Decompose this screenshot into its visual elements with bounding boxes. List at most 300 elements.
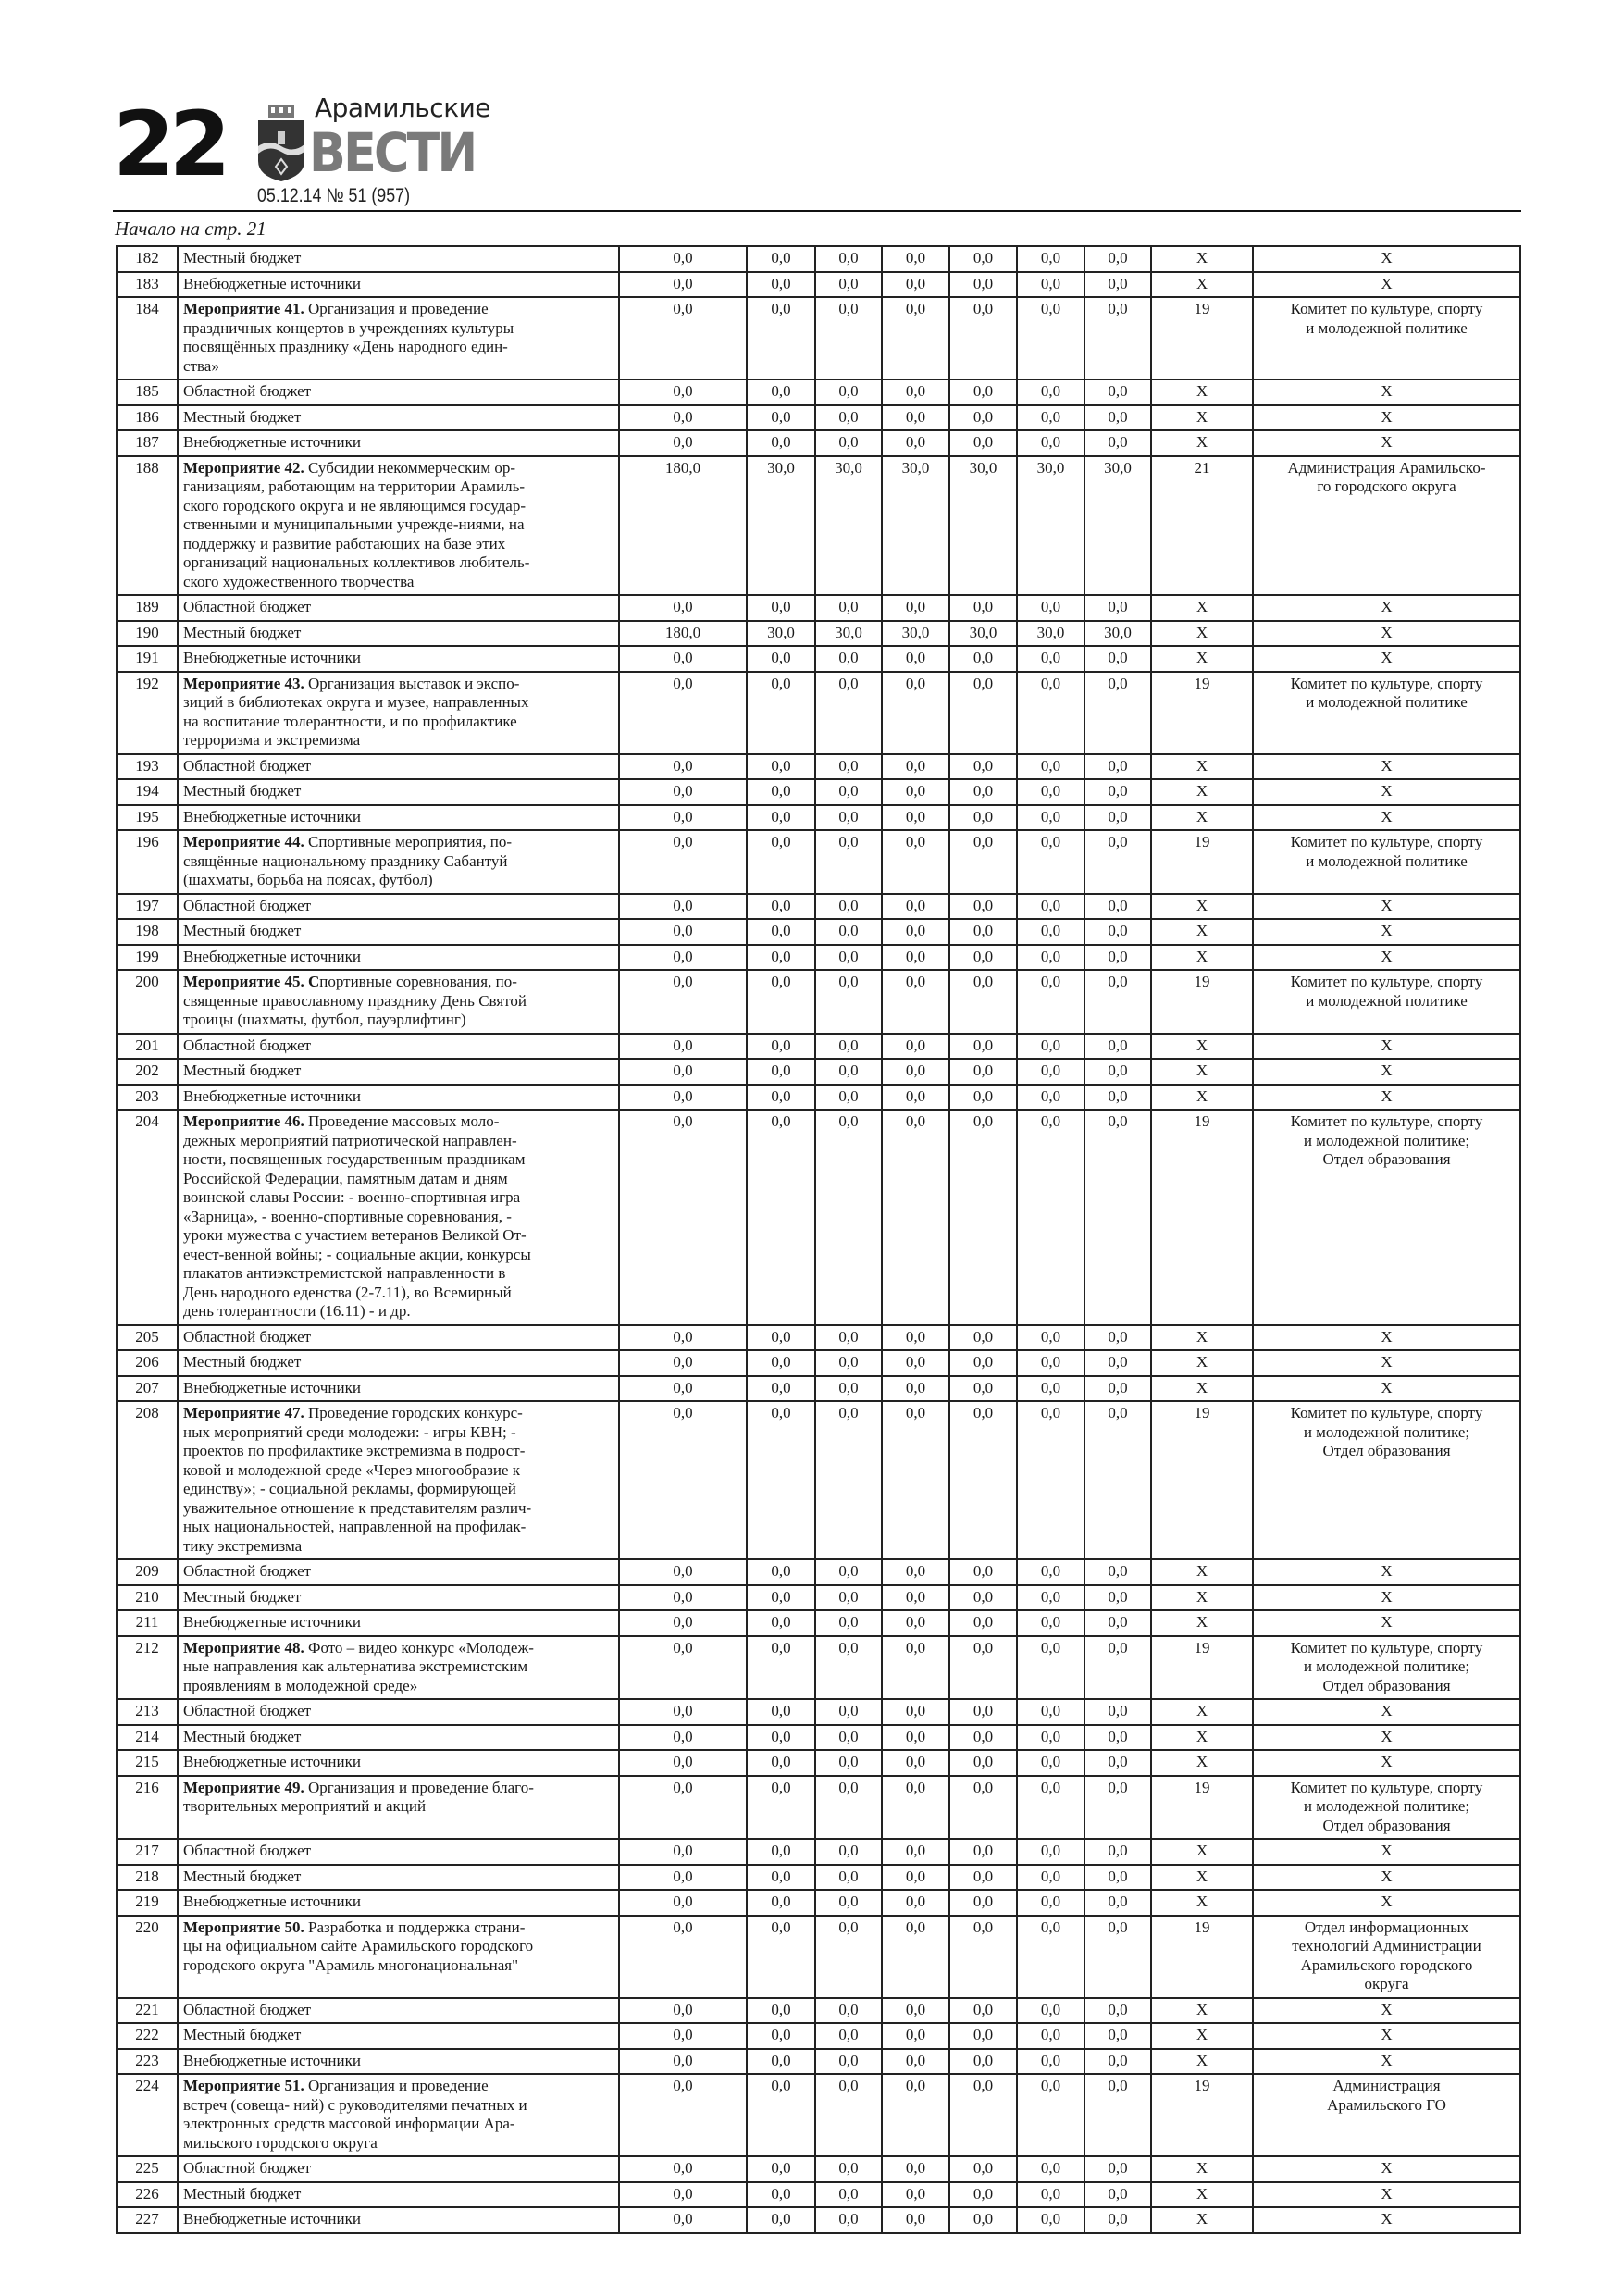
description-line: Областной бюджет: [183, 1702, 312, 1719]
amount-cell: 0,0: [747, 1325, 815, 1351]
amount-cell: 0,0: [949, 1725, 1017, 1751]
amount-cell: 0,0: [949, 1636, 1017, 1700]
row-number: 212: [117, 1636, 178, 1700]
amount-cell: 30,0: [1017, 456, 1084, 596]
description-line: Местный бюджет: [183, 1587, 302, 1606]
amount-cell: 30,0: [882, 456, 949, 596]
description-line: ского художественного творчества: [183, 572, 415, 590]
description-line: Внебюджетные источники: [183, 1086, 361, 1105]
amount-cell: 0,0: [949, 1699, 1017, 1725]
amount-cell: 0,0: [1084, 945, 1151, 971]
amount-cell: 0,0: [882, 1725, 949, 1751]
amount-cell: 0,0: [949, 919, 1017, 945]
amount-cell: 0,0: [619, 2207, 747, 2233]
amount-cell: 0,0: [1084, 1750, 1151, 1776]
responsible-cell: [1253, 2156, 1520, 2182]
amount-cell: 30,0: [747, 456, 815, 596]
amount-cell: 0,0: [815, 430, 882, 456]
table-row-activity: [117, 1110, 1520, 1325]
amount-cell: 0,0: [949, 1610, 1017, 1636]
amount-cell: 0,0: [1084, 754, 1151, 780]
amount-cell: 0,0: [815, 1559, 882, 1585]
amount-cell: 0,0: [619, 1750, 747, 1776]
table-row-source: [117, 754, 1520, 780]
amount-cell: 0,0: [1084, 1034, 1151, 1060]
description-line: ства»: [183, 356, 219, 375]
responsible-cell: [1253, 621, 1520, 647]
row-description: [178, 1699, 619, 1725]
amount-cell: 0,0: [747, 970, 815, 1034]
table-row-activity: [117, 1776, 1520, 1840]
amount-cell: 0,0: [882, 1376, 949, 1402]
amount-cell: 0,0: [815, 1839, 882, 1865]
goal-ref-cell: X: [1151, 246, 1253, 272]
description-line: праздничных концертов в учреждениях культуры: [183, 318, 514, 337]
description-line: электронных средств массовой информации Ара-: [183, 2115, 515, 2132]
amount-cell: 0,0: [1084, 2156, 1151, 2182]
amount-cell: 0,0: [1017, 1085, 1084, 1111]
row-description: [178, 1034, 619, 1060]
row-description: [178, 1376, 619, 1402]
amount-cell: 0,0: [882, 379, 949, 405]
table-row-activity: [117, 456, 1520, 596]
amount-cell: 0,0: [619, 1034, 747, 1060]
amount-cell: 0,0: [949, 779, 1017, 805]
responsible-line: X: [1381, 1327, 1393, 1346]
row-number: 211: [117, 1610, 178, 1636]
row-number: 210: [117, 1585, 178, 1611]
row-description: [178, 430, 619, 456]
description-line: уважительное отношение к представителям различ-: [183, 1498, 532, 1517]
amount-cell: 0,0: [747, 646, 815, 672]
amount-cell: 0,0: [949, 830, 1017, 894]
amount-cell: 0,0: [747, 430, 815, 456]
amount-cell: 0,0: [949, 2023, 1017, 2049]
responsible-line: X: [1381, 1753, 1393, 1770]
amount-cell: 0,0: [619, 646, 747, 672]
responsible-cell: [1253, 297, 1520, 379]
amount-cell: 0,0: [747, 1350, 815, 1376]
amount-cell: 0,0: [1084, 1559, 1151, 1585]
amount-cell: 0,0: [1017, 1059, 1084, 1085]
row-number: 217: [117, 1839, 178, 1865]
amount-cell: 0,0: [1017, 1559, 1084, 1585]
amount-cell: 0,0: [882, 970, 949, 1034]
amount-cell: 30,0: [949, 456, 1017, 596]
amount-cell: 0,0: [1017, 779, 1084, 805]
amount-cell: 0,0: [882, 2023, 949, 2049]
amount-cell: 0,0: [1084, 1699, 1151, 1725]
table-row-source: [117, 1085, 1520, 1111]
amount-cell: 0,0: [1084, 1325, 1151, 1351]
activity-title: Мероприятие 51.: [183, 2077, 304, 2094]
amount-cell: 0,0: [1017, 272, 1084, 298]
row-number: 196: [117, 830, 178, 894]
continued-note: Начало на стр. 21: [115, 217, 266, 240]
table-row-activity: [117, 1916, 1520, 1998]
row-description: [178, 1610, 619, 1636]
responsible-cell: [1253, 1839, 1520, 1865]
amount-cell: 0,0: [882, 1865, 949, 1891]
row-description: [178, 621, 619, 647]
amount-cell: 0,0: [949, 1325, 1017, 1351]
responsible-line: X: [1381, 1613, 1393, 1631]
amount-cell: 0,0: [747, 945, 815, 971]
amount-cell: 0,0: [747, 1865, 815, 1891]
amount-cell: 0,0: [1017, 1916, 1084, 1998]
responsible-line: и молодежной политике;: [1303, 1131, 1470, 1149]
responsible-cell: [1253, 2207, 1520, 2233]
amount-cell: 30,0: [1017, 621, 1084, 647]
amount-cell: 30,0: [949, 621, 1017, 647]
description-line: день толерантности (16.11) - и др.: [183, 1302, 411, 1320]
amount-cell: 0,0: [1017, 379, 1084, 405]
amount-cell: 0,0: [815, 672, 882, 754]
description-line: Областной бюджет: [183, 2000, 312, 2018]
amount-cell: 0,0: [882, 1325, 949, 1351]
amount-cell: 0,0: [747, 1998, 815, 2024]
responsible-cell: [1253, 246, 1520, 272]
amount-cell: 0,0: [619, 1776, 747, 1840]
amount-cell: 0,0: [747, 1376, 815, 1402]
responsible-cell: [1253, 2074, 1520, 2156]
amount-cell: 0,0: [882, 754, 949, 780]
amount-cell: 0,0: [1084, 2074, 1151, 2156]
row-number: 223: [117, 2049, 178, 2075]
row-description: [178, 894, 619, 920]
row-description: [178, 2156, 619, 2182]
responsible-cell: [1253, 672, 1520, 754]
row-description: [178, 919, 619, 945]
description-line: Внебюджетные источники: [183, 947, 361, 965]
amount-cell: 0,0: [882, 1085, 949, 1111]
goal-ref-cell: X: [1151, 1610, 1253, 1636]
amount-cell: 0,0: [1017, 894, 1084, 920]
amount-cell: 0,0: [882, 1776, 949, 1840]
amount-cell: 0,0: [815, 1085, 882, 1111]
amount-cell: 0,0: [747, 779, 815, 805]
responsible-cell: [1253, 1636, 1520, 1700]
responsible-line: Администрация Арамильско-: [1287, 458, 1486, 477]
amount-cell: 0,0: [815, 1865, 882, 1891]
amount-cell: 0,0: [815, 2182, 882, 2208]
description-line: Внебюджетные источники: [183, 1613, 361, 1631]
responsible-cell: [1253, 1890, 1520, 1916]
amount-cell: 0,0: [619, 2182, 747, 2208]
amount-cell: 0,0: [882, 1839, 949, 1865]
table-row-source: [117, 1839, 1520, 1865]
amount-cell: 0,0: [815, 1059, 882, 1085]
amount-cell: 0,0: [815, 1350, 882, 1376]
responsible-line: X: [1381, 2184, 1393, 2203]
amount-cell: 0,0: [747, 1699, 815, 1725]
goal-ref-cell: X: [1151, 2156, 1253, 2182]
description-line: Внебюджетные источники: [183, 274, 361, 292]
table-row-source: [117, 1699, 1520, 1725]
table-row-activity: [117, 830, 1520, 894]
responsible-cell: [1253, 1865, 1520, 1891]
row-number: 186: [117, 405, 178, 431]
table-row-source: [117, 2182, 1520, 2208]
responsible-line: Комитет по культуре, спорту: [1290, 833, 1483, 850]
row-description: [178, 1585, 619, 1611]
responsible-line: и молодежной политике: [1306, 991, 1468, 1010]
amount-cell: 0,0: [1017, 754, 1084, 780]
amount-cell: 0,0: [815, 379, 882, 405]
table-row-source: [117, 805, 1520, 831]
description-line: Областной бюджет: [183, 1842, 312, 1859]
responsible-line: X: [1381, 2000, 1393, 2018]
amount-cell: 0,0: [747, 246, 815, 272]
amount-cell: 0,0: [1017, 297, 1084, 379]
amount-cell: 0,0: [1017, 646, 1084, 672]
amount-cell: 0,0: [619, 595, 747, 621]
amount-cell: 0,0: [1017, 805, 1084, 831]
amount-cell: 0,0: [815, 919, 882, 945]
description-line: проявлениям в молодежной среде»: [183, 1676, 418, 1694]
row-number: 185: [117, 379, 178, 405]
description-line: ечест-венной войны; - социальные акции, конкурсы: [183, 1245, 531, 1263]
amount-cell: 0,0: [882, 297, 949, 379]
amount-cell: 0,0: [1017, 672, 1084, 754]
amount-cell: 0,0: [747, 919, 815, 945]
amount-cell: 0,0: [882, 246, 949, 272]
row-description: [178, 1998, 619, 2024]
responsible-cell: [1253, 919, 1520, 945]
description-line: Местный бюджет: [183, 2026, 302, 2043]
responsible-line: Комитет по культуре, спорту: [1290, 674, 1483, 692]
row-number: 205: [117, 1325, 178, 1351]
amount-cell: 0,0: [619, 894, 747, 920]
description-line: Проведение массовых моло-: [304, 1112, 500, 1130]
amount-cell: 0,0: [882, 1750, 949, 1776]
description-line: Организация и проведение: [304, 300, 489, 317]
description-line: городского округа "Арамиль многонациональная": [183, 1955, 519, 1974]
goal-ref-cell: 19: [1151, 1636, 1253, 1700]
amount-cell: 0,0: [747, 1750, 815, 1776]
description-line: (шахматы, борьба на поясах, футбол): [183, 871, 433, 888]
amount-cell: 0,0: [747, 595, 815, 621]
responsible-line: X: [1381, 756, 1393, 775]
row-description: [178, 970, 619, 1034]
amount-cell: 0,0: [1017, 2074, 1084, 2156]
amount-cell: 0,0: [882, 805, 949, 831]
amount-cell: 0,0: [949, 1865, 1017, 1891]
responsible-line: Администрация: [1332, 2077, 1441, 2094]
description-line: Организация выставок и экспо-: [304, 674, 520, 692]
amount-cell: 0,0: [1084, 894, 1151, 920]
table-row-source: [117, 2207, 1520, 2233]
amount-cell: 0,0: [1084, 672, 1151, 754]
amount-cell: 0,0: [1084, 1110, 1151, 1325]
goal-ref-cell: X: [1151, 1839, 1253, 1865]
responsible-cell: [1253, 1725, 1520, 1751]
amount-cell: 0,0: [619, 405, 747, 431]
amount-cell: 180,0: [619, 621, 747, 647]
row-description: [178, 2074, 619, 2156]
description-line: мильского городского округа: [183, 2133, 378, 2152]
description-line: единству»; - социальной рекламы, формирующей: [183, 1480, 516, 1497]
goal-ref-cell: X: [1151, 430, 1253, 456]
amount-cell: 0,0: [619, 430, 747, 456]
description-line: на воспитание толерантности, и по профилактике: [183, 712, 517, 730]
amount-cell: 0,0: [949, 1776, 1017, 1840]
row-description: [178, 297, 619, 379]
amount-cell: 0,0: [619, 1725, 747, 1751]
goal-ref-cell: X: [1151, 1890, 1253, 1916]
row-number: 206: [117, 1350, 178, 1376]
goal-ref-cell: X: [1151, 1059, 1253, 1085]
responsible-line: X: [1381, 1867, 1393, 1885]
table-row-source: [117, 272, 1520, 298]
responsible-line: X: [1381, 623, 1393, 641]
responsible-cell: [1253, 2049, 1520, 2075]
amount-cell: 0,0: [1084, 1890, 1151, 1916]
amount-cell: 0,0: [815, 1610, 882, 1636]
amount-cell: 0,0: [1017, 1865, 1084, 1891]
row-number: 183: [117, 272, 178, 298]
amount-cell: 180,0: [619, 456, 747, 596]
amount-cell: 0,0: [619, 1916, 747, 1998]
responsible-cell: [1253, 970, 1520, 1034]
amount-cell: 0,0: [1084, 2023, 1151, 2049]
goal-ref-cell: 19: [1151, 2074, 1253, 2156]
row-number: 184: [117, 297, 178, 379]
row-description: [178, 595, 619, 621]
table-row-activity: [117, 297, 1520, 379]
amount-cell: 0,0: [747, 1776, 815, 1840]
responsible-line: X: [1381, 2159, 1393, 2177]
amount-cell: 0,0: [815, 1998, 882, 2024]
row-description: [178, 672, 619, 754]
table-row-source: [117, 1890, 1520, 1916]
goal-ref-cell: X: [1151, 945, 1253, 971]
responsible-line: Комитет по культуре, спорту: [1290, 1638, 1483, 1657]
amount-cell: 0,0: [815, 970, 882, 1034]
amount-cell: 0,0: [1017, 1636, 1084, 1700]
amount-cell: 0,0: [949, 1585, 1017, 1611]
amount-cell: 0,0: [815, 830, 882, 894]
amount-cell: 0,0: [1084, 2049, 1151, 2075]
description-line: Местный бюджет: [183, 623, 302, 641]
description-line: портивные соревнования, по-: [319, 973, 517, 990]
table-row-source: [117, 246, 1520, 272]
amount-cell: 0,0: [949, 945, 1017, 971]
description-line: Внебюджетные источники: [183, 649, 361, 666]
amount-cell: 0,0: [747, 672, 815, 754]
amount-cell: 0,0: [1084, 1636, 1151, 1700]
responsible-line: и молодежной политике: [1306, 693, 1468, 711]
responsible-line: X: [1381, 2210, 1393, 2228]
amount-cell: 0,0: [1084, 1401, 1151, 1559]
amount-cell: 0,0: [619, 805, 747, 831]
amount-cell: 0,0: [882, 945, 949, 971]
responsible-line: Отдел образования: [1322, 1816, 1451, 1834]
goal-ref-cell: X: [1151, 1376, 1253, 1402]
amount-cell: 0,0: [1017, 1350, 1084, 1376]
activity-title: Мероприятие 50.: [183, 1917, 304, 1936]
responsible-line: и молодежной политике: [1306, 851, 1468, 870]
table-row-source: [117, 1998, 1520, 2024]
amount-cell: 0,0: [747, 2074, 815, 2156]
amount-cell: 0,0: [882, 2182, 949, 2208]
amount-cell: 0,0: [1017, 2049, 1084, 2075]
amount-cell: 0,0: [882, 2207, 949, 2233]
amount-cell: 30,0: [1084, 456, 1151, 596]
header-rule: [113, 210, 1521, 212]
goal-ref-cell: X: [1151, 919, 1253, 945]
row-number: 187: [117, 430, 178, 456]
responsible-line: X: [1381, 1842, 1393, 1859]
amount-cell: 0,0: [949, 672, 1017, 754]
amount-cell: 0,0: [949, 754, 1017, 780]
description-line: Областной бюджет: [183, 756, 312, 775]
amount-cell: 0,0: [1084, 1839, 1151, 1865]
newspaper-name-main: ВЕСТИ: [309, 121, 476, 184]
amount-cell: 0,0: [1084, 430, 1151, 456]
amount-cell: 0,0: [747, 405, 815, 431]
amount-cell: 0,0: [619, 2023, 747, 2049]
amount-cell: 0,0: [1084, 830, 1151, 894]
description-line: ственными и муниципальными учрежде-ниями, на: [183, 515, 525, 533]
amount-cell: 0,0: [949, 297, 1017, 379]
description-line: уроки мужества с участием ветеранов Великой От-: [183, 1226, 527, 1244]
description-line: посвящённых празднику «День народного един-: [183, 338, 508, 355]
amount-cell: 0,0: [619, 1401, 747, 1559]
amount-cell: 0,0: [1017, 405, 1084, 431]
amount-cell: 0,0: [619, 1325, 747, 1351]
responsible-cell: [1253, 1110, 1520, 1325]
responsible-line: технологий Администрации: [1292, 1937, 1481, 1955]
row-description: [178, 1059, 619, 1085]
row-number: 214: [117, 1725, 178, 1751]
description-line: Областной бюджет: [183, 1036, 312, 1054]
row-description: [178, 2207, 619, 2233]
row-number: 218: [117, 1865, 178, 1891]
row-description: [178, 1725, 619, 1751]
amount-cell: 0,0: [949, 1839, 1017, 1865]
responsible-cell: [1253, 1585, 1520, 1611]
amount-cell: 0,0: [882, 1559, 949, 1585]
budget-table: [116, 245, 1521, 2234]
responsible-cell: [1253, 1034, 1520, 1060]
amount-cell: 0,0: [747, 2182, 815, 2208]
amount-cell: 0,0: [815, 595, 882, 621]
responsible-line: X: [1381, 433, 1393, 451]
amount-cell: 0,0: [882, 1034, 949, 1060]
amount-cell: 0,0: [1017, 1839, 1084, 1865]
goal-ref-cell: 19: [1151, 1776, 1253, 1840]
amount-cell: 0,0: [815, 2074, 882, 2156]
row-number: 194: [117, 779, 178, 805]
responsible-line: X: [1381, 1036, 1393, 1054]
amount-cell: 0,0: [1084, 919, 1151, 945]
amount-cell: 0,0: [882, 2156, 949, 2182]
table-row-source: [117, 1034, 1520, 1060]
amount-cell: 0,0: [815, 1916, 882, 1998]
amount-cell: 0,0: [949, 1059, 1017, 1085]
amount-cell: 0,0: [882, 919, 949, 945]
responsible-cell: [1253, 646, 1520, 672]
table-row-source: [117, 621, 1520, 647]
description-line: Областной бюджет: [183, 1327, 312, 1346]
amount-cell: 0,0: [619, 1839, 747, 1865]
amount-cell: 0,0: [949, 1350, 1017, 1376]
activity-title: Мероприятие 46.: [183, 1112, 304, 1130]
amount-cell: 0,0: [882, 405, 949, 431]
amount-cell: 0,0: [747, 894, 815, 920]
responsible-line: X: [1381, 896, 1393, 914]
